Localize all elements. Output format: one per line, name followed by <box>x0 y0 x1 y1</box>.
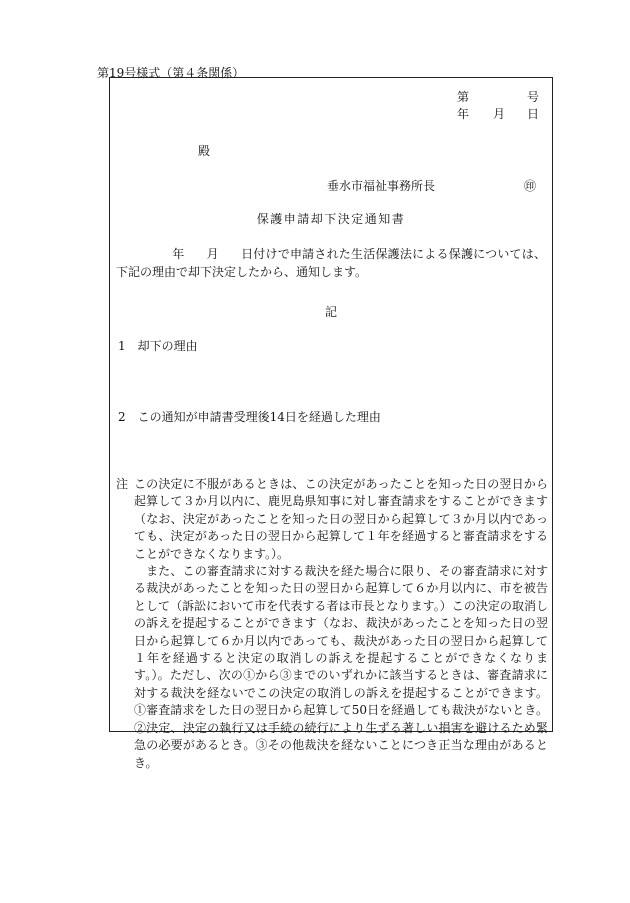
body-text: 日付けで申請された生活保護法による保護については、下記の理由で却下決定したから、通知します。 <box>116 247 546 279</box>
addressee-suffix: 殿 <box>198 144 211 158</box>
date-year: 年 <box>457 107 470 121</box>
rejection-reason-heading: 1 却下の理由 <box>118 339 198 353</box>
document-frame <box>109 77 553 770</box>
date-month: 月 <box>493 107 506 121</box>
note-paragraph-1: この決定に不服があるときは、この決定があったことを知った日の翌日から起算して３か月以内に、鹿児島県知事に対し審査請求をすることができます（なお、決定があったことを知った日の翌日から起算して３か月以内であっても、決定があった日の翌日から起算して１年を経過すると審査請求をすることができなくなります。）。 <box>134 477 548 561</box>
body-month: 月 <box>206 247 219 261</box>
number-prefix: 第 <box>457 90 470 104</box>
issuer-name: 垂水市福祉事務所長 <box>327 179 436 193</box>
body-year: 年 <box>172 247 185 261</box>
ki-heading: 記 <box>324 305 337 319</box>
seal-mark: ㊞ <box>524 179 537 193</box>
appeal-note <box>116 476 548 772</box>
number-suffix: 号 <box>526 90 539 104</box>
document-title: 保護申請却下決定通知書 <box>256 212 406 226</box>
note-paragraph-2: また、この審査請求に対する裁決を経た場合に限り、その審査請求に対する裁決があったことを知った日の翌日から起算して６か月以内に、市を被告として（訴訟において市を代表する者は市長となります。）この決定の取消しの訴えを提起することができます（なお、裁決があったことを知った日の翌日から起算して６か月以内であっても、裁決があった日の翌日から起算して１年を経過すると決定の取消しの訴えを提起することができなくなります。）。ただし、次の①から③までのいずれかに該当するときは、審査請求に対する裁決を経ないでこの決定の取消しの訴えを提起することができます。①審査請求をした日の翌日から起算して50日を経過しても裁決がないとき。②決定、決定の執行又は手続の続行により生ずる著しい損害を避けるため緊急の必要があるとき。③その他裁決を経ないことにつき正当な理由があるとき。 <box>134 564 548 770</box>
date-day: 日 <box>526 107 539 121</box>
form-number-label: 第19号様式（第４条関係） <box>97 66 245 80</box>
delay-reason-heading: 2 この通知が申請書受理後14日を経過した理由 <box>118 410 381 424</box>
notice-body <box>116 245 546 281</box>
note-head: 注 <box>116 477 129 491</box>
document-number-line <box>457 88 539 105</box>
